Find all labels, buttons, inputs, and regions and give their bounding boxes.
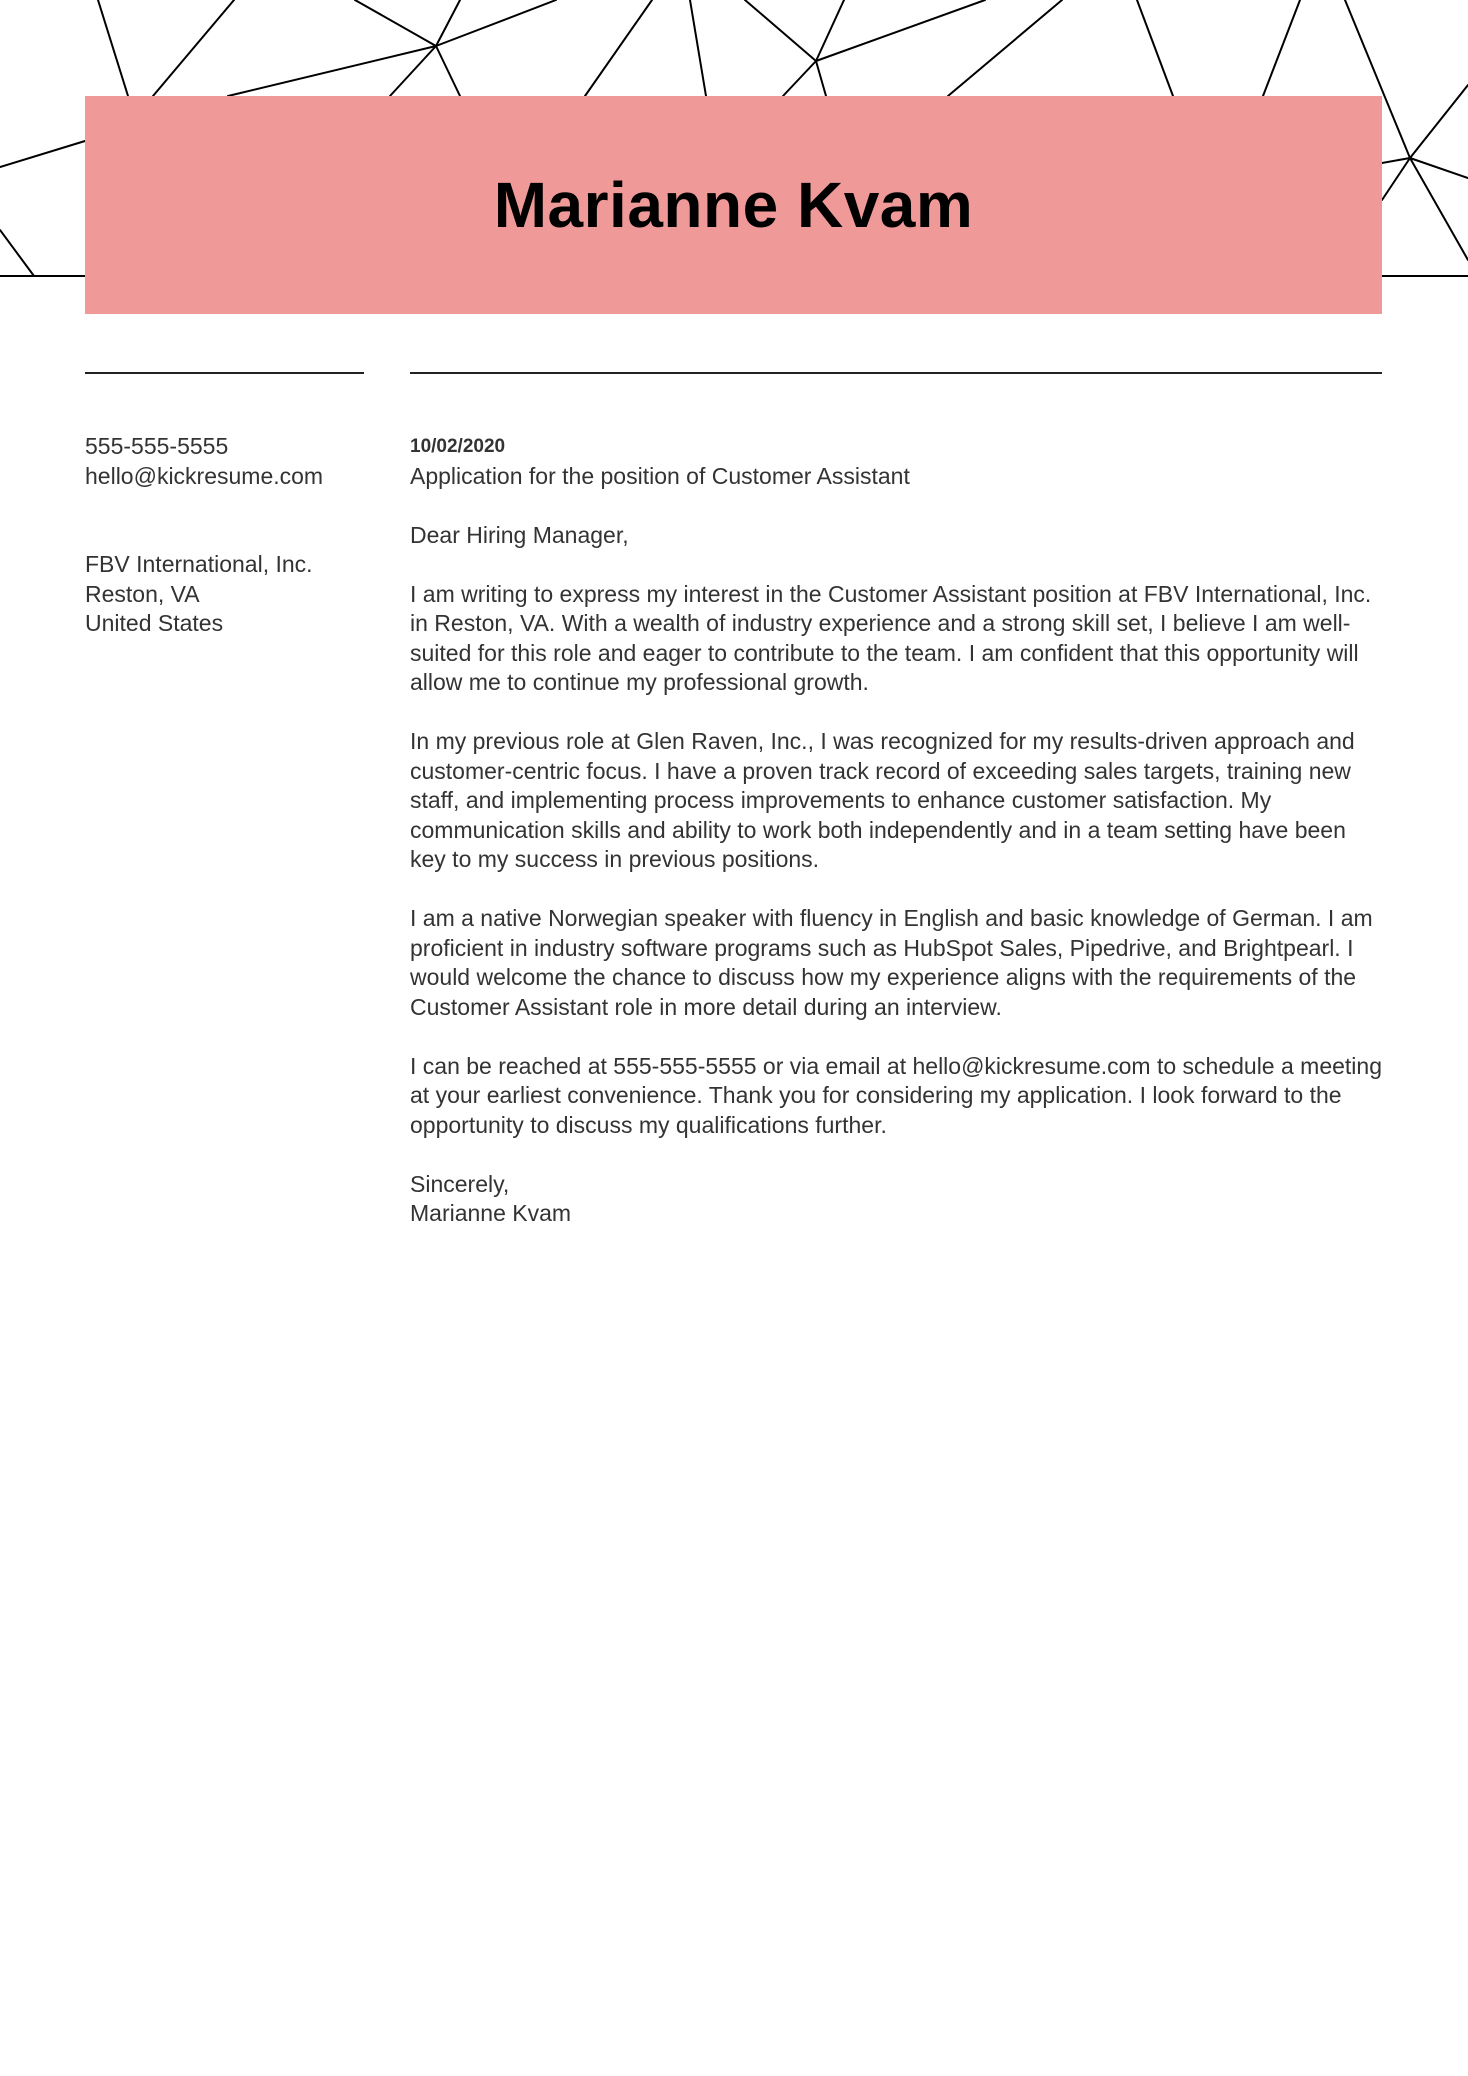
recipient-country: United States xyxy=(85,610,224,636)
letter-date: 10/02/2020 xyxy=(410,436,506,457)
letter-body xyxy=(410,432,1385,1229)
applicant-name: Marianne Kvam xyxy=(493,169,974,241)
letter-subject: Application for the position of Customer Assistant xyxy=(410,462,910,489)
header-banner xyxy=(85,96,1382,314)
recipient-company: FBV International, Inc. xyxy=(85,551,313,577)
letter-signature: Marianne Kvam xyxy=(410,1200,572,1226)
recipient-city: Reston, VA xyxy=(85,580,200,607)
contact-sidebar xyxy=(85,432,375,639)
contact-email: hello@kickresume.com xyxy=(85,462,324,489)
sidebar-divider xyxy=(85,372,364,374)
letter-paragraph: I am a native Norwegian speaker with fluency in English and basic knowledge of German. I am proficient in industry software programs such as HubSpot Sales, Pipedrive, and Brightpearl. I would welcome the chance to discuss how my experience aligns with the requirements of the Customer Assistant role in more detail during an interview. xyxy=(410,905,1373,1020)
content-divider xyxy=(410,372,1382,374)
letter-salutation: Dear Hiring Manager, xyxy=(410,521,629,548)
letter-paragraph: I am writing to express my interest in the Customer Assistant position at FBV International, Inc. in Reston, VA. With a wealth of industry experience and a strong skill set, I believe I am well-suited for this role and eager to contribute to the team. I am confident that this opportunity will allow me to continue my professional growth. xyxy=(410,580,1372,695)
letter-closing: Sincerely, xyxy=(410,1170,510,1197)
letter-paragraph: In my previous role at Glen Raven, Inc., I was recognized for my results-driven approach and customer-centric focus. I have a proven track record of exceeding sales targets, training new staff, and implementing process improvements to enhance customer satisfaction. My communication skills and ability to work both independently and in a team setting have been key to my success in previous positions. xyxy=(410,728,1355,872)
contact-phone: 555-555-5555 xyxy=(85,433,229,459)
letter-signoff xyxy=(410,1170,1385,1229)
letter-paragraph: I can be reached at 555-555-5555 or via email at hello@kickresume.com to schedule a meeting at your earliest convenience. Thank you for considering my application. I look forward to the opportunity to discuss my qualifications further. xyxy=(410,1052,1382,1138)
